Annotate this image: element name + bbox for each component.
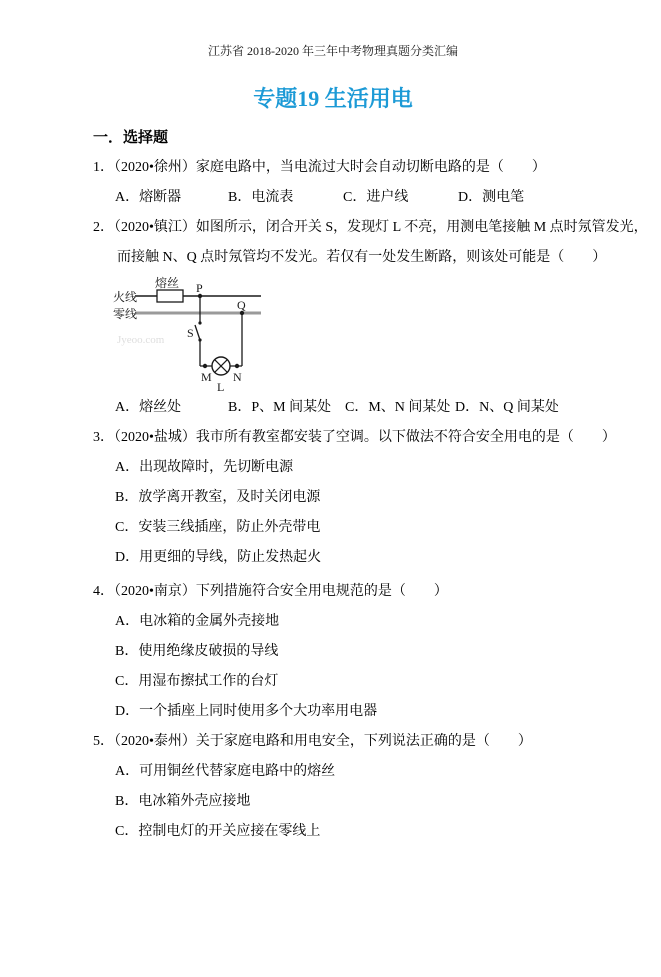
point-m-dot — [203, 364, 207, 368]
question-3-option-c: C．安装三线插座，防止外壳带电 — [115, 520, 321, 535]
question-1-text: 1．（2020•徐州）家庭电路中，当电流过大时会自动切断电路的是（ ） — [93, 160, 546, 175]
live-wire-label: 火线 — [113, 290, 138, 304]
question-1-option-a: A．熔断器 — [115, 190, 182, 205]
switch-label: S — [187, 326, 194, 340]
question-2-option-a: A．熔丝处 — [115, 400, 182, 415]
question-5-option-a: A．可用铜丝代替家庭电路中的熔丝 — [115, 764, 336, 779]
point-n-label: N — [233, 370, 242, 384]
question-1-options — [115, 183, 573, 213]
watermark-text: Jyeoo.com — [117, 334, 165, 346]
question-3-option-d: D．用更细的导线，防止发热起火 — [115, 550, 322, 565]
switch-blade — [195, 325, 200, 340]
lamp-label: L — [217, 380, 225, 393]
question-5-option-c: C．控制电灯的开关应接在零线上 — [115, 824, 321, 839]
question-4-option-c: C．用湿布擦拭工作的台灯 — [115, 674, 279, 689]
question-2-options — [115, 393, 573, 423]
page-title: 专题19 生活用电 — [253, 86, 413, 111]
question-2-text-line2: 而接触 N、Q 点时氖管均不发光。若仅有一处发生断路，则该处可能是（ ） — [117, 250, 607, 265]
point-n-dot — [235, 364, 239, 368]
point-q-label: Q — [237, 298, 246, 312]
question-4-option-b: B．使用绝缘皮破损的导线 — [115, 644, 279, 659]
question-4-text: 4．（2020•南京）下列措施符合安全用电规范的是（ ） — [93, 584, 448, 599]
exam-page — [0, 42, 661, 977]
question-4-option-a: A．电冰箱的金属外壳接地 — [115, 614, 280, 629]
question-1-option-c: C．进户线 — [343, 190, 409, 205]
question-3-text: 3．（2020•盐城）我市所有教室都安装了空调。以下做法不符合安全用电的是（ ） — [93, 430, 616, 445]
neutral-wire-label: 零线 — [113, 307, 138, 321]
fuse-symbol — [157, 290, 183, 302]
question-2-option-c: C．M、N 间某处 — [345, 400, 451, 415]
circuit-diagram — [105, 273, 345, 393]
question-1-option-d: D．测电笔 — [458, 190, 525, 205]
question-2-option-d: D．N、Q 间某处 — [455, 400, 559, 415]
document-header: 江苏省 2018-2020 年三年中考物理真题分类汇编 — [208, 44, 458, 58]
question-3-option-b: B．放学离开教室，及时关闭电源 — [115, 490, 321, 505]
question-2-text-line1: 2．（2020•镇江）如图所示，闭合开关 S，发现灯 L 不亮，用测电笔接触 M 点时氖管发光， — [93, 220, 648, 235]
circuit-diagram-svg — [105, 273, 345, 393]
section-heading-choice-questions: 一．选择题 — [93, 130, 169, 146]
question-1-option-b: B．电流表 — [228, 190, 294, 205]
question-2-option-b: B．P、M 间某处 — [228, 400, 332, 415]
question-4-option-d: D．一个插座上同时使用多个大功率用电器 — [115, 704, 378, 719]
question-5-text: 5．（2020•泰州）关于家庭电路和用电安全，下列说法正确的是（ ） — [93, 734, 532, 749]
point-p-label: P — [196, 281, 203, 295]
question-3-option-a: A．出现故障时，先切断电源 — [115, 460, 294, 475]
point-m-label: M — [201, 370, 212, 384]
switch-contact-top — [198, 321, 201, 324]
fuse-label: 熔丝 — [155, 276, 180, 290]
question-5-option-b: B．电冰箱外壳应接地 — [115, 794, 251, 809]
